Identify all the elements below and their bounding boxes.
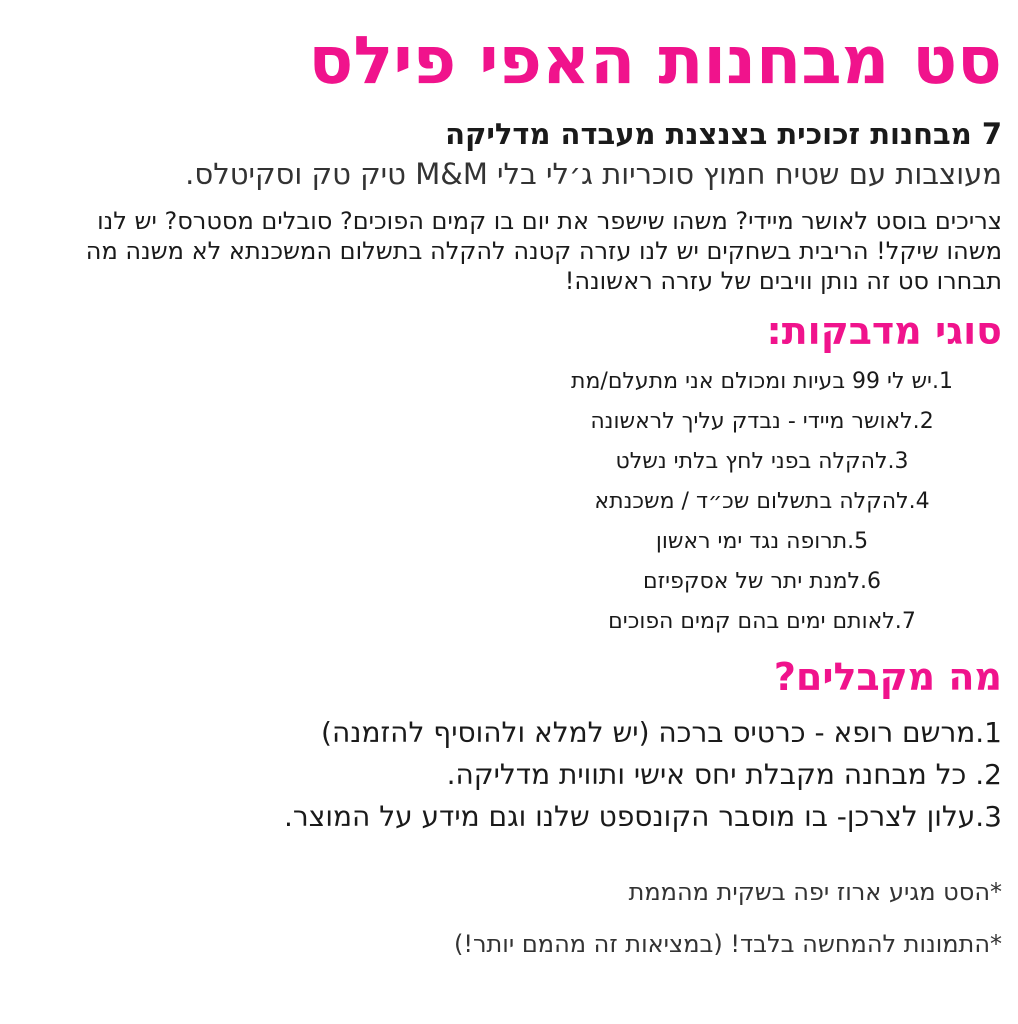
intro-paragraph: צריכים בוסט לאושר מיידי? משהו שישפר את יום בו קמים הפוכים? סובלים מסטרס? יש לנו משהו שיקל! הריבית בשחקים יש לנו עזרה קטנה להקלה בתשלום המשכנתא לא משנה מה תבחרו סט זה נותן וויבים של עזרה ראשונה! bbox=[85, 207, 1002, 295]
stickers-heading: סוגי מדבקות: bbox=[766, 309, 1002, 353]
stickers-list bbox=[522, 362, 1002, 642]
list-item: 2.לאושר מיידי - נבדק עליך לראשונה bbox=[590, 409, 934, 434]
notes bbox=[60, 866, 1002, 970]
whats-included-list bbox=[60, 712, 1002, 838]
list-item: 5.תרופה נגד ימי ראשון bbox=[655, 529, 869, 554]
list-item: 4.להקלה בתשלום שכ״ד / משכנתא bbox=[594, 489, 930, 514]
list-item: 1.יש לי 99 בעיות ומכולם אני מתעלם/מת bbox=[571, 369, 953, 394]
note-packaging: *הסט מגיע ארוז יפה בשקית מהממת bbox=[628, 878, 1002, 906]
list-item: 1.מרשם רופא - כרטיס ברכה (יש למלא ולהוסיף להזמנה) bbox=[321, 716, 1002, 749]
whats-included-heading: מה מקבלים? bbox=[773, 655, 1002, 699]
tagline: מעוצבות עם שטיח חמוץ סוכריות ג׳לי בלי M&M טיק טק וסקיטלס. bbox=[185, 157, 1002, 191]
list-item: 3.עלון לצרכן- בו מוסבר הקונספט שלנו וגם מידע על המוצר. bbox=[284, 800, 1002, 833]
list-item: 2. כל מבחנה מקבלת יחס אישי ותווית מדליקה. bbox=[446, 758, 1002, 791]
page-title: סט מבחנות האפי פילס bbox=[308, 22, 1002, 99]
note-images-disclaimer: *התמונות להמחשה בלבד! (במציאות זה מהמם יותר!) bbox=[454, 930, 1002, 958]
list-item: 3.להקלה בפני לחץ בלתי נשלט bbox=[615, 449, 909, 474]
list-item: 6.למנת יתר של אסקפיזם bbox=[642, 569, 882, 594]
subtitle: 7 מבחנות זכוכית בצנצנת מעבדה מדליקה bbox=[445, 117, 1002, 151]
list-item: 7.לאותם ימים בהם קמים הפוכים bbox=[608, 609, 916, 634]
